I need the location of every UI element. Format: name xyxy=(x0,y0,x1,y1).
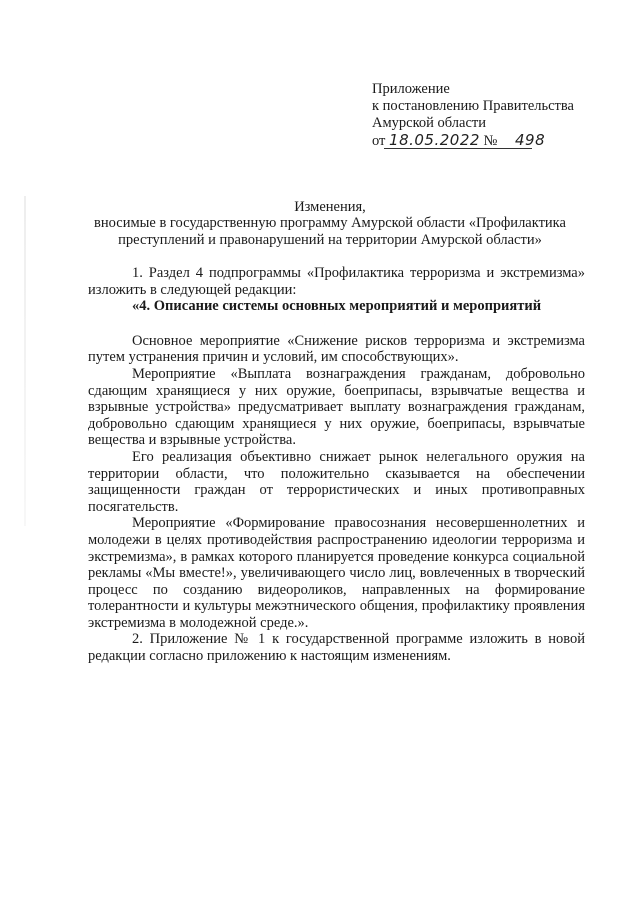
approval-line-3: Амурской области xyxy=(372,115,486,131)
scan-shadow xyxy=(24,196,26,526)
paragraph-6: Мероприятие «Формирование правосознания несовершеннолетних и молодежи в целях противодействия распространению идеологии терроризма и экстремизма», в рамках которого планируется проведение конкурса социальной рекламы «Мы вместе!», увеличивающего число лиц, вовлеченных в творческий процесс по созданию видеороликов, направленных на формирование толерантности и культуры межэтнического общения, профилактику проявления экстремизма в молодежной среде.». xyxy=(88,515,585,631)
approval-line-1: Приложение xyxy=(372,81,450,97)
paragraph-4: Мероприятие «Выплата вознаграждения гражданам, добровольно сдающим хранящиеся у них оружие, боеприпасы, взрывчатые вещества и взрывные устройства» предусматривает выплату вознаграждения гражданам, добровольно сдающим хранящиеся у них оружие, боеприпасы, взрывчатые вещества и взрывные устройства. xyxy=(88,365,585,449)
heading-title: Изменения, xyxy=(294,199,366,215)
approval-date-row xyxy=(372,132,622,150)
number-prefix: № xyxy=(483,133,498,149)
paragraph-5: Его реализация объективно снижает рынок нелегального оружия на территории области, что положительно сказывается на обеспечении защищенности граждан от террористических и иных противоправных посягательств. xyxy=(88,448,585,515)
paragraph-3: Основное мероприятие «Снижение рисков терроризма и экстремизма путем устранения причин и условий, им способствующих». xyxy=(88,332,585,366)
spacer xyxy=(88,315,585,333)
paragraph-7: 2. Приложение № 1 к государственной программе изложить в новой редакции согласно приложению к настоящим изменениям. xyxy=(88,631,585,665)
approval-block xyxy=(372,81,622,150)
signature-underline xyxy=(384,148,532,149)
section-heading: «4. Описание системы основных мероприятий и мероприятий xyxy=(132,298,542,315)
document-body xyxy=(88,265,585,665)
handwritten-date: 18.05.2022 xyxy=(389,131,480,149)
approval-line-2: к постановлению Правительства xyxy=(372,98,574,114)
heading-line-3: преступлений и правонарушений на территории Амурской области» xyxy=(118,232,542,248)
handwritten-number: 498 xyxy=(515,131,546,149)
heading-line-2: вносимые в государственную программу Амурской области «Профилактика xyxy=(94,215,566,231)
paragraph-1: 1. Раздел 4 подпрограммы «Профилактика терроризма и экстремизма» изложить в следующей редакции: xyxy=(88,265,585,298)
date-prefix: от xyxy=(372,133,386,149)
